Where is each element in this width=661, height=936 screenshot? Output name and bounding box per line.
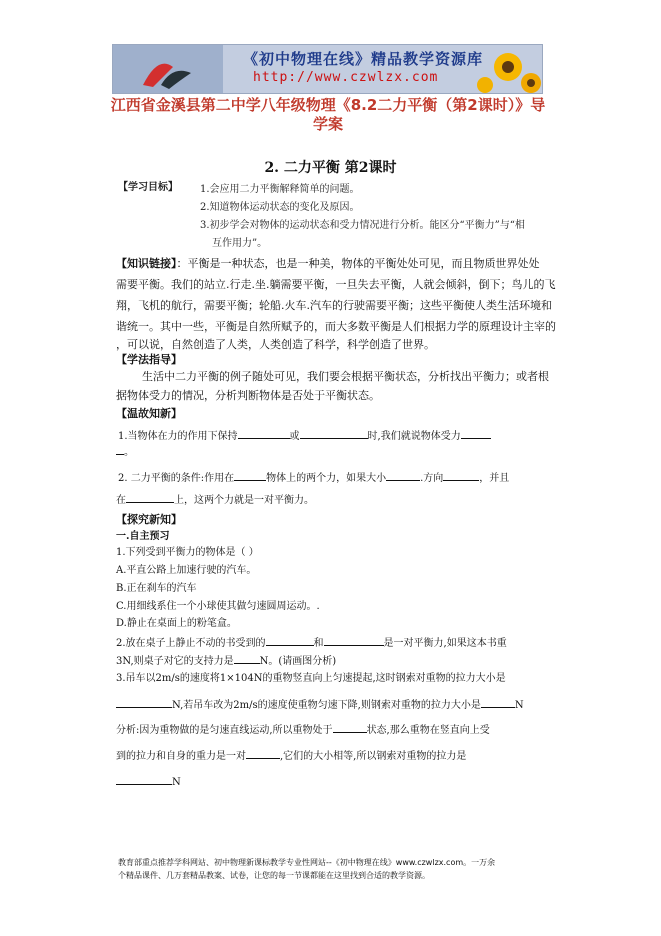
objective-item: 互作用力”。	[212, 238, 268, 249]
review-question-2: 2. 二力平衡的条件:作用在 物体上的两个力，如果大小 .方向 ，并且	[118, 470, 509, 486]
blank[interactable]	[238, 428, 290, 439]
method-line: 据物体受力的情况，分析判断物体是否处于平衡状态。	[116, 389, 380, 402]
knowledge-heading: 【知识链接】	[116, 257, 177, 270]
blank[interactable]	[333, 722, 367, 733]
objectives-block	[118, 178, 178, 193]
footer-line: 教育部重点推荐学科网站、初中物理新课标教学专业性网站--《初中物理在线》www.czwlzx.com。一万余	[118, 858, 496, 867]
knowledge-line: ，可以说，自然创造了人类，人类创造了科学，科学创造了世界。	[116, 338, 435, 351]
blank[interactable]	[324, 635, 384, 646]
option-d: D.静止在桌面上的粉笔盒。	[116, 618, 237, 629]
option-a: A.平直公路上加速行驶的汽车。	[116, 565, 257, 576]
blank[interactable]	[234, 653, 260, 664]
blank[interactable]	[246, 748, 280, 759]
objective-item: 3.初步学会对物体的运动状态和受力情况进行分析。能区分“平衡力”与“相	[200, 220, 525, 231]
banner-url[interactable]: http://www.czwlzx.com	[253, 70, 439, 85]
document-title	[108, 96, 548, 134]
section-title: 2. 二力平衡 第2课时	[264, 160, 397, 176]
blank[interactable]	[116, 444, 124, 455]
explore-question-3: 3.吊车以2m/s的速度将1×104N的重物竖直向上匀速提起,这时钢索对重物的拉力大小是	[116, 673, 506, 684]
document-title-line2: 学案	[312, 115, 343, 133]
footer-line: 个精品课件、几万套精品教案、试卷，让您的每一节课都能在这里找到合适的教学资源。	[118, 871, 430, 880]
document-title-line1: 江西省金溪县第二中学八年级物理《8.2二力平衡（第2课时）》导	[110, 96, 546, 114]
objectives-heading: 【学习目标】	[118, 182, 178, 193]
page-footer	[118, 856, 548, 882]
explore-subheading: 一.自主预习	[116, 531, 170, 542]
blank[interactable]	[126, 492, 174, 503]
option-b: B.正在刹车的汽车	[116, 583, 197, 594]
explore-question-2: 2.放在桌子上静止不动的书受到的 和 是一对平衡力,如果这本书重	[116, 635, 507, 651]
blank[interactable]	[481, 697, 515, 708]
explore-question-3-line5: N	[116, 774, 181, 790]
review-question-1-cont: 。	[116, 444, 134, 460]
explore-question-3-line3: 分析:因为重物做的是匀速直线运动,所以重物处于 状态,那么重物在竖直向上受	[116, 722, 490, 738]
objective-item: 1.会应用二力平衡解释简单的问题。	[200, 184, 360, 195]
review-question-2-cont: 在 上，这两个力就是一对平衡力。	[116, 492, 314, 508]
review-heading: 【温故知新】	[116, 407, 182, 420]
blank[interactable]	[443, 470, 479, 481]
review-question-1: 1.当物体在力的作用下保持 或 时,我们就说物体受力	[118, 428, 491, 444]
method-line: 生活中二力平衡的例子随处可见，我们要会根据平衡状态，分析找出平衡力；或者根	[142, 370, 549, 383]
knowledge-line: 谐统一。其中一些，平衡是自然所赋予的，而大多数平衡是人们根据力学的原理设计主宰的	[116, 320, 556, 333]
knowledge-line: 需要平衡。我们的站立.行走.坐.躺需要平衡，一旦失去平衡，人就会倾斜，倒下；鸟儿的飞	[116, 278, 556, 291]
blank[interactable]	[386, 470, 420, 481]
option-c: C.用细线系住一个小球使其做匀速圆周运动。.	[116, 601, 320, 612]
method-heading: 【学法指导】	[116, 353, 182, 366]
blank[interactable]	[116, 774, 172, 785]
blank[interactable]	[461, 428, 491, 439]
banner-title: 《初中物理在线》精品教学资源库	[243, 50, 484, 68]
blank[interactable]	[116, 697, 172, 708]
explore-question-3-line4: 到的拉力和自身的重力是一对 ,它们的大小相等,所以钢索对重物的拉力是	[116, 748, 466, 764]
blank[interactable]	[234, 470, 266, 481]
explore-question-2-cont: 3N,则桌子对它的支持力是 N。(请画图分析)	[116, 653, 336, 669]
explore-question-3-line2: N,若吊车改为2m/s的速度使重物匀速下降,则钢索对重物的拉力大小是 N	[116, 697, 524, 713]
explore-heading: 【探究新知】	[116, 513, 182, 526]
objective-item: 2.知道物体运动状态的变化及原因。	[200, 202, 360, 213]
knowledge-line: 【知识链接】：平衡是一种状态，也是一种美，物体的平衡处处可见，而且物质世界处处	[116, 257, 540, 270]
blank[interactable]	[266, 635, 314, 646]
explore-question-1: 1.下列受到平衡力的物体是（ ）	[116, 547, 259, 558]
blank[interactable]	[300, 428, 368, 439]
header-banner	[112, 44, 543, 94]
knowledge-line: 翔，飞机的航行，需要平衡；轮船.火车.汽车的行驶需要平衡；这些平衡使人类生活环境和	[116, 299, 552, 312]
